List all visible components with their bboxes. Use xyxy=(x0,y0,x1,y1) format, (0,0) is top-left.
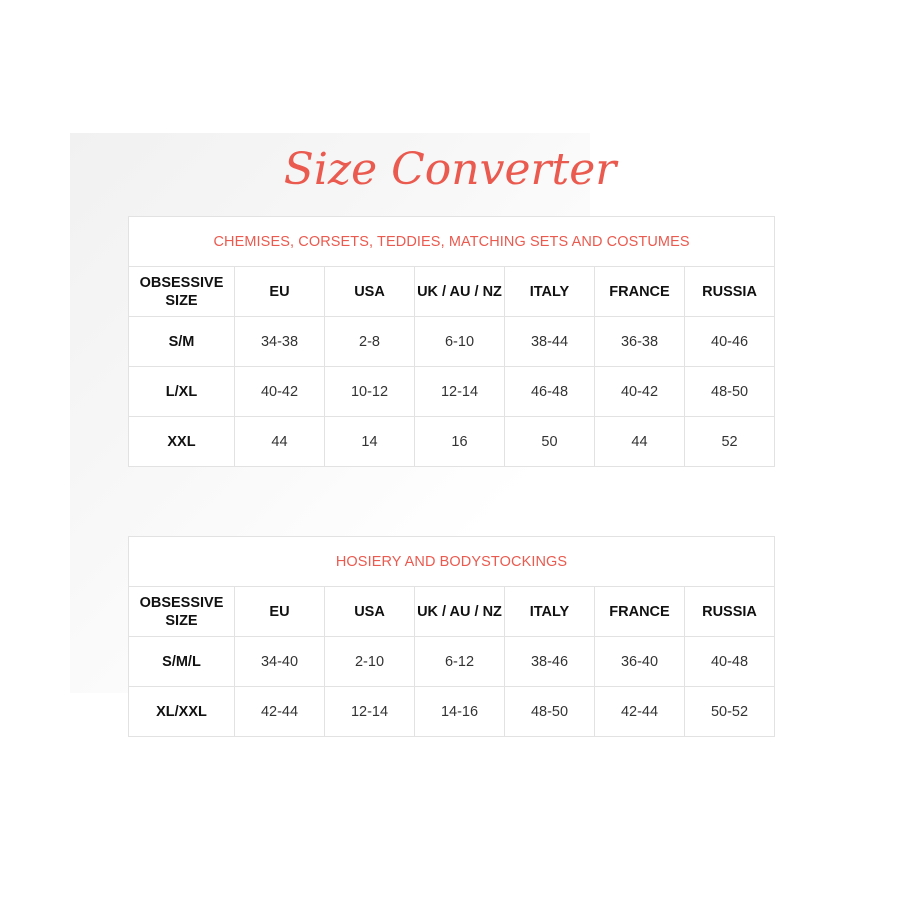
header-cell-russia: RUSSIA xyxy=(685,267,775,317)
table-cell: 52 xyxy=(685,417,775,467)
table-row xyxy=(129,637,775,687)
table-cell: 6-12 xyxy=(415,637,505,687)
table-cell: 40-42 xyxy=(595,367,685,417)
header-cell-usa: USA xyxy=(325,587,415,637)
table-cell: 46-48 xyxy=(505,367,595,417)
table-cell: 40-48 xyxy=(685,637,775,687)
table-cell: 50-52 xyxy=(685,687,775,737)
header-cell-uk-au-nz: UK / AU / NZ xyxy=(415,267,505,317)
header-cell-italy: ITALY xyxy=(505,587,595,637)
row-label: S/M xyxy=(129,317,235,367)
page-title: Size Converter xyxy=(283,144,617,195)
table-cell: 38-44 xyxy=(505,317,595,367)
header-cell-uk-au-nz: UK / AU / NZ xyxy=(415,587,505,637)
table-caption: HOSIERY AND BODYSTOCKINGS xyxy=(129,537,775,587)
table-cell: 2-10 xyxy=(325,637,415,687)
header-cell-eu: EU xyxy=(235,587,325,637)
table-cell: 14 xyxy=(325,417,415,467)
table-cell: 6-10 xyxy=(415,317,505,367)
header-cell-france: FRANCE xyxy=(595,267,685,317)
table-header-row xyxy=(129,267,775,317)
table-row xyxy=(129,367,775,417)
table-cell: 2-8 xyxy=(325,317,415,367)
table-cell: 34-38 xyxy=(235,317,325,367)
header-cell-usa: USA xyxy=(325,267,415,317)
table-cell: 10-12 xyxy=(325,367,415,417)
header-cell-italy: ITALY xyxy=(505,267,595,317)
table-cell: 34-40 xyxy=(235,637,325,687)
table-cell: 16 xyxy=(415,417,505,467)
table-cell: 48-50 xyxy=(685,367,775,417)
table-row xyxy=(129,417,775,467)
header-cell-eu: EU xyxy=(235,267,325,317)
row-label: L/XL xyxy=(129,367,235,417)
header-cell-obsessive-size: OBSESSIVE SIZE xyxy=(129,587,235,637)
table-cell: 50 xyxy=(505,417,595,467)
table-caption: CHEMISES, CORSETS, TEDDIES, MATCHING SETS AND COSTUMES xyxy=(129,217,775,267)
table-cell: 12-14 xyxy=(325,687,415,737)
size-table-lingerie xyxy=(128,216,775,467)
header-cell-obsessive-size: OBSESSIVE SIZE xyxy=(129,267,235,317)
table-row xyxy=(129,687,775,737)
table-cell: 40-46 xyxy=(685,317,775,367)
table-cell: 36-38 xyxy=(595,317,685,367)
table-header-row xyxy=(129,587,775,637)
table-row xyxy=(129,317,775,367)
table-cell: 14-16 xyxy=(415,687,505,737)
table-cell: 36-40 xyxy=(595,637,685,687)
row-label: XL/XXL xyxy=(129,687,235,737)
table-cell: 44 xyxy=(595,417,685,467)
row-label: S/M/L xyxy=(129,637,235,687)
size-table-hosiery xyxy=(128,536,775,737)
table-cell: 38-46 xyxy=(505,637,595,687)
table-cell: 48-50 xyxy=(505,687,595,737)
header-cell-france: FRANCE xyxy=(595,587,685,637)
table-cell: 42-44 xyxy=(235,687,325,737)
row-label: XXL xyxy=(129,417,235,467)
table-cell: 44 xyxy=(235,417,325,467)
table-cell: 40-42 xyxy=(235,367,325,417)
table-cell: 42-44 xyxy=(595,687,685,737)
table-cell: 12-14 xyxy=(415,367,505,417)
header-cell-russia: RUSSIA xyxy=(685,587,775,637)
